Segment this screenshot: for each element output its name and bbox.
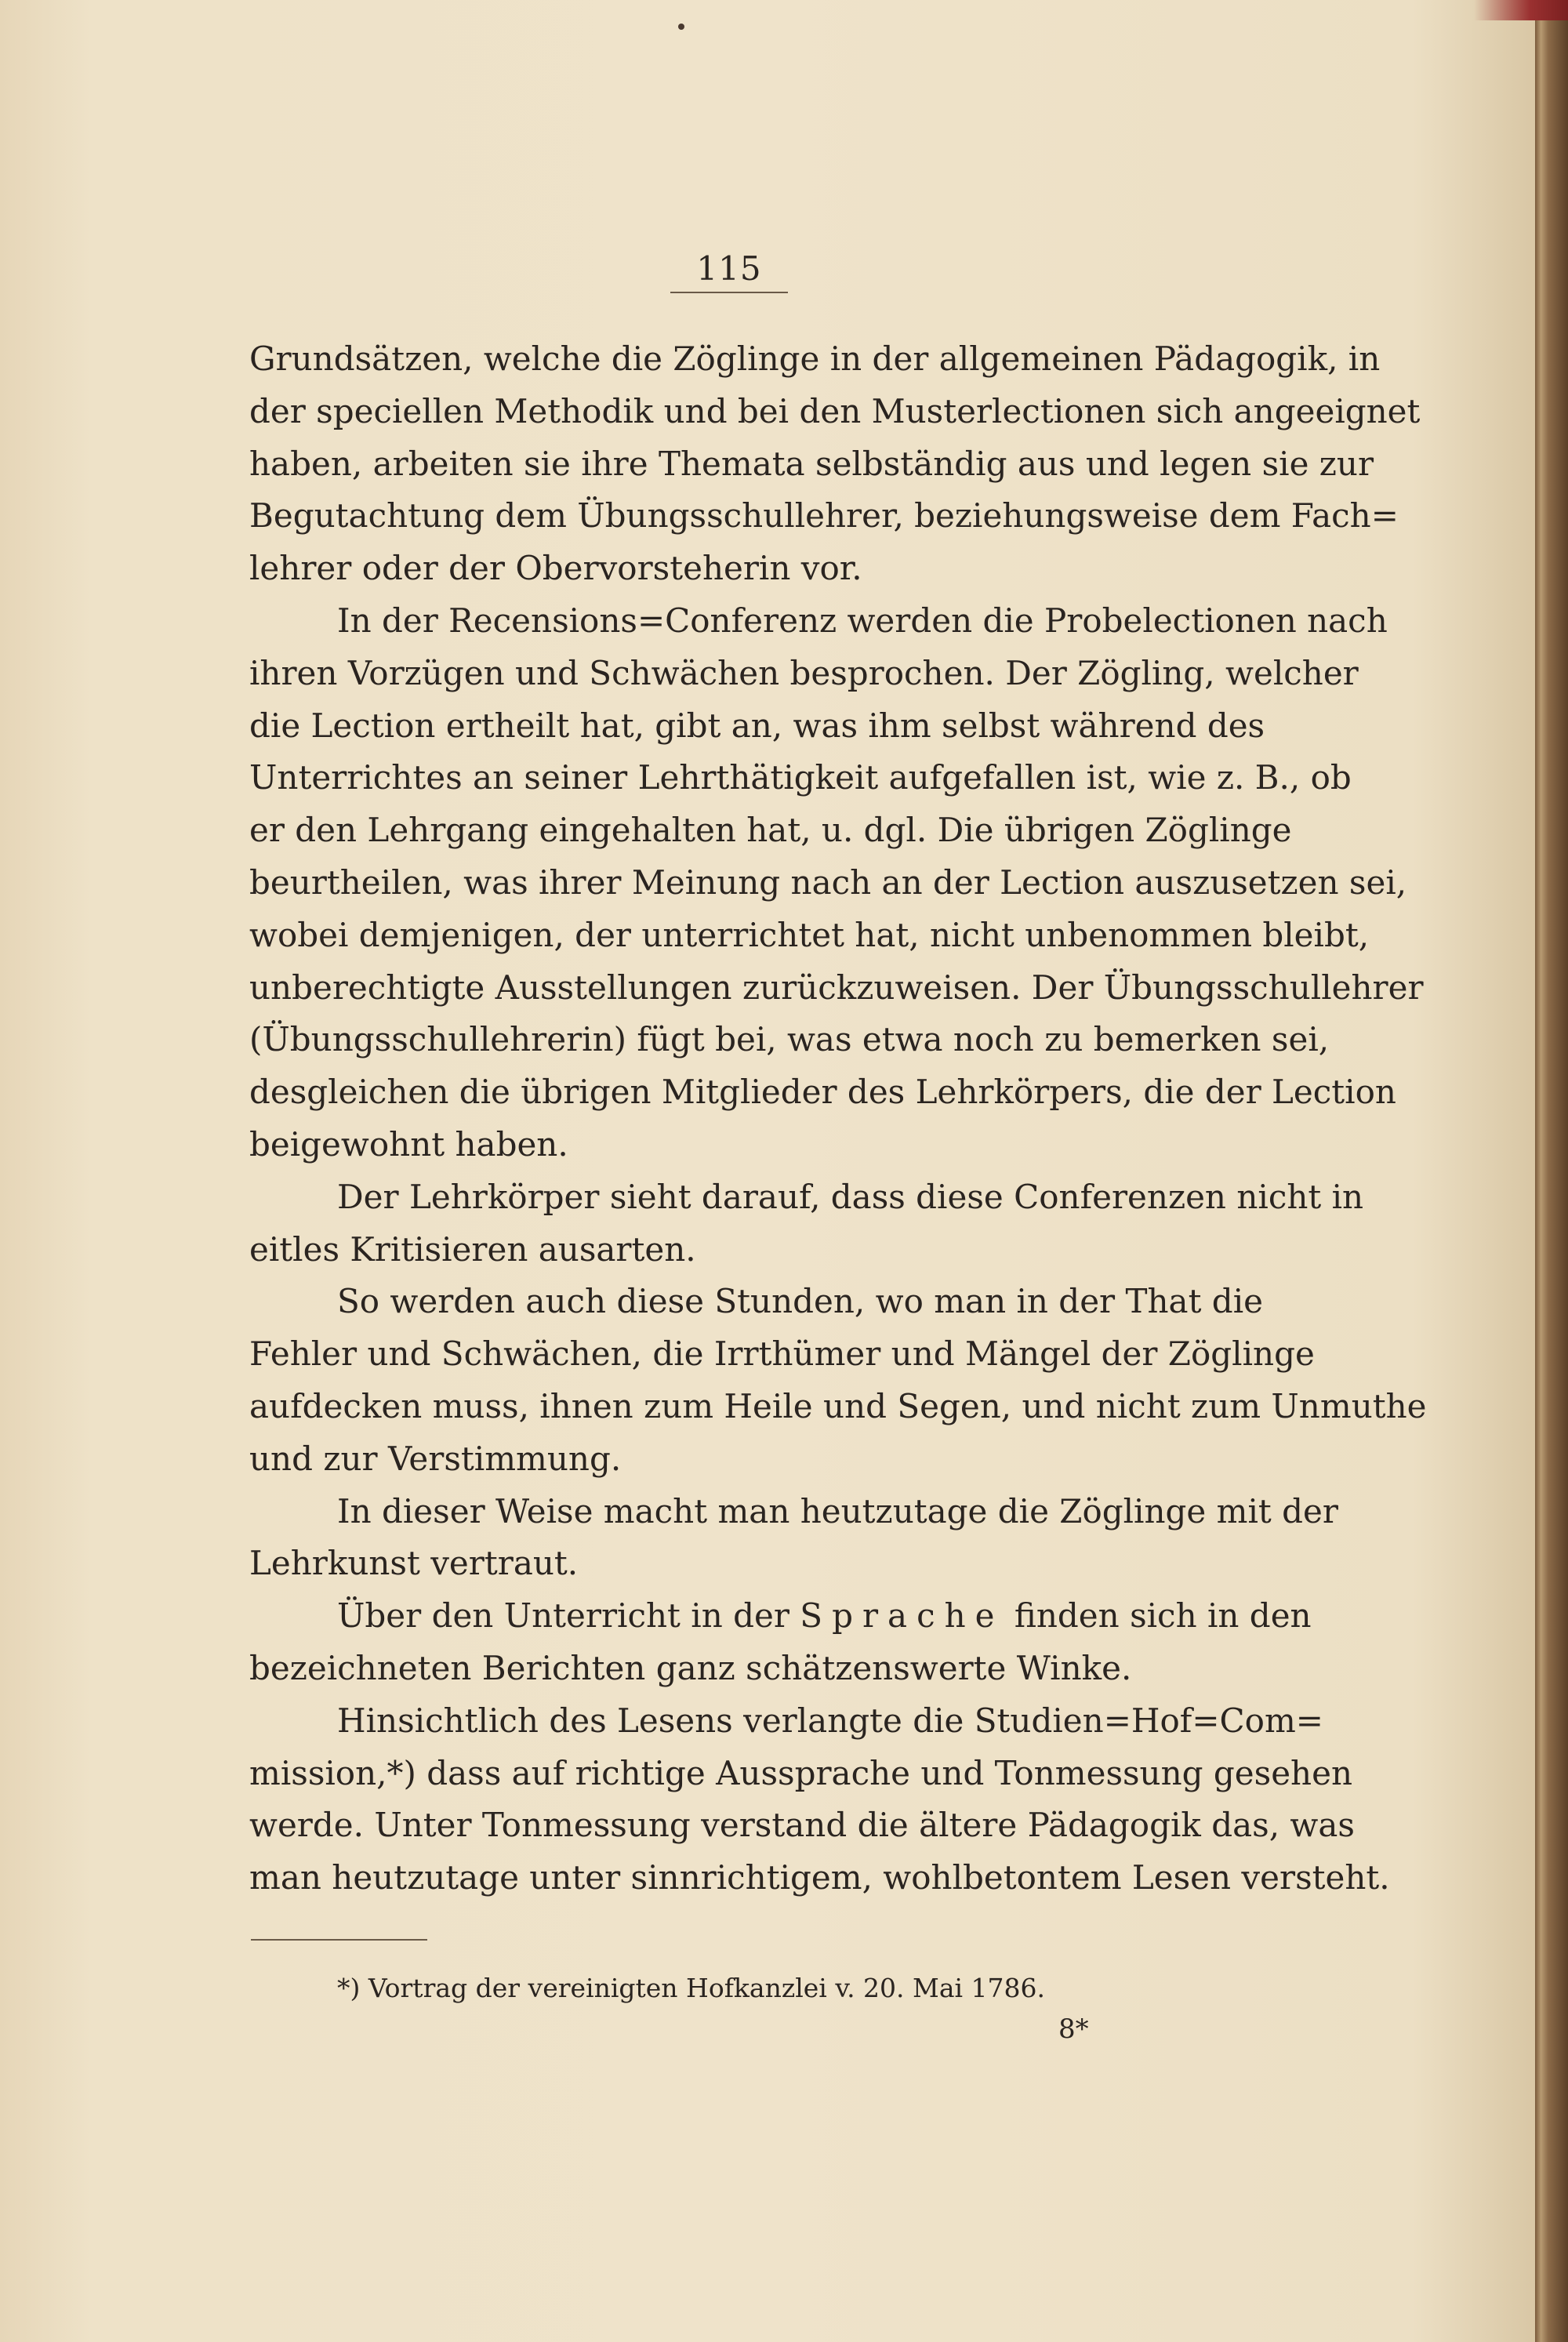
text-line: er den Lehrgang eingehalten hat, u. dgl. Die übrigen Zöglinge [249,811,1292,850]
signature-mark: 8* [1058,2013,1089,2045]
text-line: Lehrkunst vertraut. [249,1544,579,1583]
text-line: haben, arbeiten sie ihre Themata selbständig aus und legen sie zur [249,444,1374,483]
text-line: lehrer oder der Obervorsteherin vor. [249,549,862,588]
text-line: (Übungsschullehrerin) fügt bei, was etwa noch zu bemerken sei, [249,1020,1330,1059]
footnote-rule [251,1939,427,1941]
text-line: So werden auch diese Stunden, wo man in der That die [337,1282,1263,1321]
text-line: der speciellen Methodik und bei den Musterlectionen sich angeeignet [249,391,1421,430]
text-line: In der Recensions=Conferenz werden die Probelectionen nach [337,601,1388,640]
text-line: In dieser Weise macht man heutzutage die Zöglinge mit der [337,1491,1338,1530]
text-line: Der Lehrkörper sieht darauf, dass diese Conferenzen nicht in [337,1177,1364,1216]
book-spine [1535,0,1568,2342]
binding-edge [1474,0,1568,20]
text-line: unberechtigte Ausstellungen zurückzuweisen. Der Übungsschullehrer [249,968,1424,1007]
text-line [249,1590,1312,1643]
text-line: werde. Unter Tonmessung verstand die ältere Pädagogik das, was [249,1806,1355,1845]
text-line: mission,*) dass auf richtige Aussprache und Tonmessung gesehen [249,1753,1352,1792]
text-line: aufdecken muss, ihnen zum Heile und Segen, und nicht zum Unmuthe [249,1386,1427,1425]
text-line: Fehler und Schwächen, die Irrthümer und Mängel der Zöglinge [249,1334,1315,1374]
text-line: Begutachtung dem Übungsschullehrer, beziehungsweise dem Fach= [249,496,1399,536]
text-line: desgleichen die übrigen Mitglieder des Lehrkörpers, die der Lection [249,1073,1396,1112]
text-line: man heutzutage unter sinnrichtigem, wohlbetontem Lesen versteht. [249,1858,1390,1897]
text-line: bezeichneten Berichten ganz schätzenswerte Winke. [249,1648,1132,1687]
text-line: Grundsätzen, welche die Zöglinge in der allgemeinen Pädagogik, in [249,339,1381,378]
text-segment: Über den Unterricht in der [337,1596,789,1636]
text-line: beigewohnt haben. [249,1124,568,1164]
ink-speck [678,24,684,30]
text-line: und zur Verstimmung. [249,1439,622,1478]
body-text [249,333,1427,1904]
text-line: die Lection ertheilt hat, gibt an, was ihm selbst während des [249,706,1265,745]
text-line: Unterrichtes an seiner Lehrthätigkeit aufgefallen ist, wie z. B., ob [249,758,1352,797]
text-segment: finden sich in den [1014,1596,1312,1636]
text-line: eitles Kritisieren ausarten. [249,1229,696,1269]
header-rule [670,292,788,293]
emphasized-word: Sprache [800,1596,1004,1636]
text-line: beurtheilen, was ihrer Meinung nach an der Lection auszusetzen sei, [249,862,1407,902]
footnote: *) Vortrag der vereinigten Hofkanzlei v. 20. Mai 1786. [337,1973,1046,2003]
text-line: wobei demjenigen, der unterrichtet hat, nicht unbenommen bleibt, [249,915,1370,954]
text-line: Hinsichtlich des Lesens verlangte die Studien=Hof=Com= [337,1701,1323,1740]
page-number: 115 [696,249,762,288]
text-line: ihren Vorzügen und Schwächen besprochen. Der Zögling, welcher [249,653,1359,692]
